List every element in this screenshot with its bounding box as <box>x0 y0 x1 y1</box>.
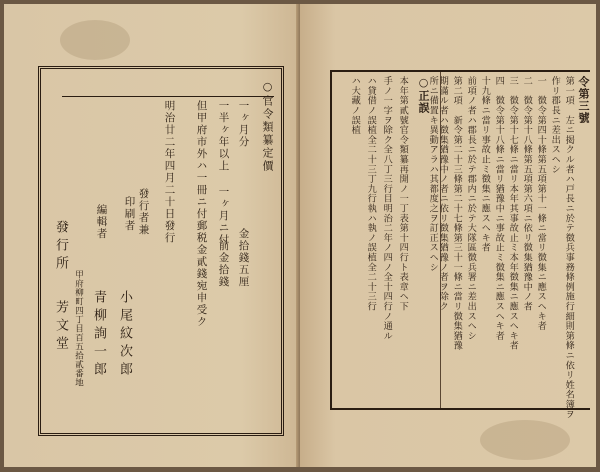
publisher-label: 發行者兼 <box>137 188 150 236</box>
printer-label: 印刷者 <box>123 196 136 232</box>
regulation-line: 期滿ル者ハ徴集猶豫中ノ者ニ依リ徴集猶豫ノ者ヲ除ク <box>437 76 449 312</box>
publisher-name: 小尾紋次郎 <box>117 290 132 380</box>
editor-label: 編輯者 <box>95 204 108 240</box>
issue-date: 明治廿二年四月二十日發行 <box>163 100 176 244</box>
monthly-price: 金拾錢五厘 <box>237 228 250 288</box>
regulation-line: 一 徴令第四十條第五項第十一條ニ當リ徴集ニ應スヘキ者 <box>535 76 547 331</box>
regulation-line: 二 徴令第十八條第五項第六項ニ依リ徴集猶豫中ノ者 <box>521 76 533 312</box>
regulation-line: 三 徴令第十七條ニ當リ本年其事故止ミ本年徴集ニ應スヘキ者 <box>507 76 519 351</box>
errata-line: ハ大藏ノ誤植 <box>349 76 361 135</box>
errata-line: 本年第貳號官令類纂再開ノ一丁表第十四行ト表章ヘ下 <box>397 76 409 312</box>
publisher-address: 甲府柳町四丁目百五拾貳番地 <box>73 270 84 387</box>
regulation-line: 十九條ニ當リ事故止ミ徴集ニ應スヘキ者 <box>479 76 491 253</box>
errata-line: 手ノ一字ヲ除ク全八丁三行目明治二年ノ四ノ全十四行ノ通ル <box>381 76 393 341</box>
price-title: ○官令類纂定價 <box>261 80 274 173</box>
regulation-line: 四 徴令第十八條ニ當リ猶豫中ニ事故止ミ徴集ニ應スヘキ者 <box>493 76 505 341</box>
house-name: 芳文堂 <box>53 300 68 354</box>
monthly-label: 一ヶ月分 <box>237 100 250 148</box>
paper-stain <box>480 420 570 460</box>
regulation-line: 所ニ備置キ異動アラハ其都度之ヲ訂正スヘシ <box>427 76 439 272</box>
errata-line: ハ貸借ノ誤植全二十三丁九行執ハ執ノ誤植全二十三行 <box>365 76 377 312</box>
regulation-line: 作リ郡長ニ差出スヘシ <box>549 76 561 174</box>
paper-stain <box>60 20 130 60</box>
half-year-per: 一ヶ月ニ付 <box>217 186 230 246</box>
outside-city-note: 但甲府市外ハ一冊ニ付郵税金貳錢宛申受ク <box>195 100 208 328</box>
errata-heading: ○正誤 <box>417 76 430 114</box>
house-label: 發行所 <box>53 220 68 274</box>
editor-name: 青柳詢一郎 <box>91 290 106 380</box>
regulation-line: 第一項 左ニ掲クル者ハ戸長ニ於テ徴兵事務條例施行細則第條ニ依リ姓名簿ヲ <box>563 76 575 419</box>
regulation-line: 前項ノ者ハ郡長ニ於テ郡内ニ於テ大隊區徴兵署ニ差出スヘシ <box>465 76 477 341</box>
regulation-line: 第二項 新令第二十三條第二十七條第三十一條ニ當リ徴集猶豫 <box>451 76 463 351</box>
half-year-price: 前金拾錢 <box>217 240 230 288</box>
price-rule <box>62 96 274 97</box>
half-year-label: 一半ヶ年以上 <box>217 100 230 172</box>
regulation-header: 令第三號 <box>577 76 590 124</box>
